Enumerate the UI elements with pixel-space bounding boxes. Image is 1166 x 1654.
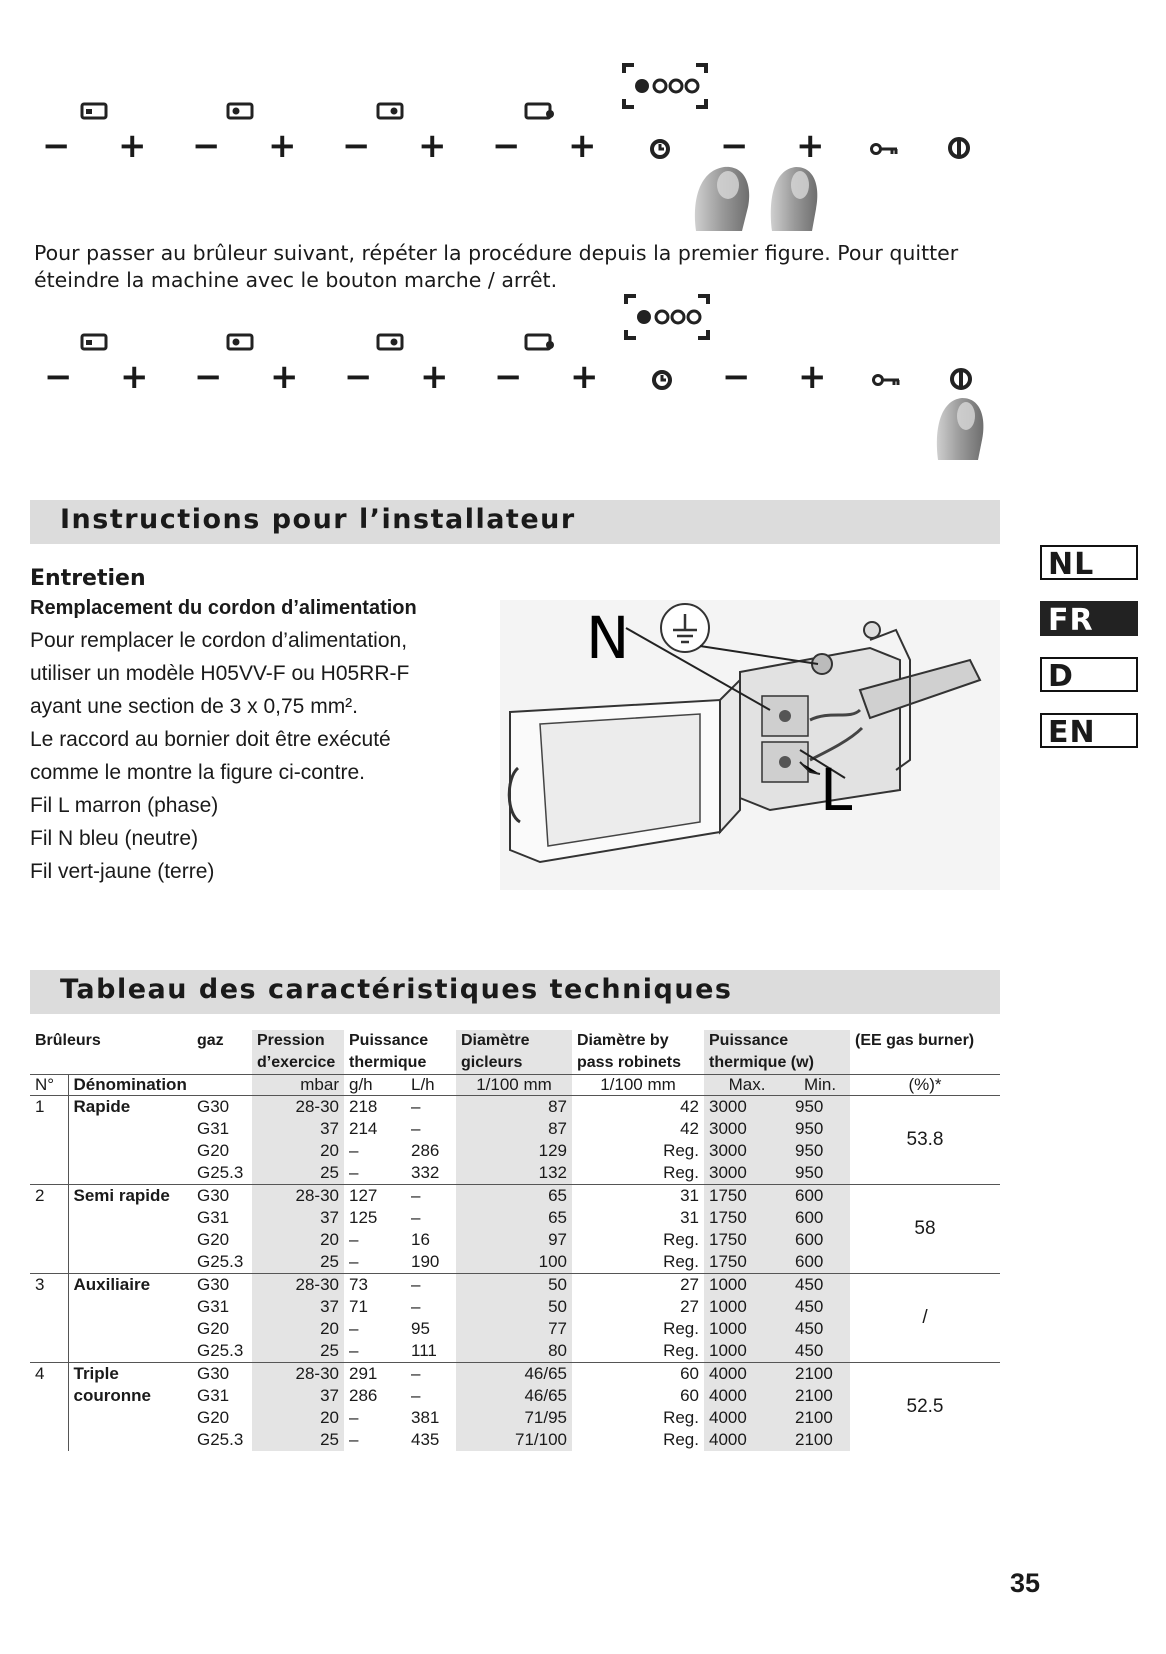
cell-gh [344,1096,406,1185]
cell-gaz [192,1274,252,1363]
label-l: L [820,756,853,824]
cell-value: 27 [680,1297,699,1316]
header-diametre-by: Diamètre by pass robinets [577,1032,682,1071]
cell-value: 2100 [795,1408,833,1427]
units-lh: L/h [406,1075,456,1096]
cell-value: 71/100 [515,1430,567,1449]
cell-value: – [349,1141,359,1160]
lang-tab-nl[interactable]: NL [1040,545,1138,580]
cell-value: 20 [320,1319,339,1338]
cell-gic [456,1096,572,1185]
maintenance-line: Fil L marron (phase) [30,794,219,817]
cell-value: 31 [680,1208,699,1227]
cell-mbar [252,1363,344,1452]
key-lock-icon[interactable] [872,372,902,388]
cell-value: 100 [538,1252,567,1271]
plus-button[interactable]: + [418,126,447,166]
timer-plus-button[interactable]: + [796,126,825,166]
cell-value: 80 [548,1341,567,1360]
cell-value: Reg. [663,1230,699,1249]
cell-value: Reg. [663,1141,699,1160]
cell-value: 2100 [795,1430,833,1449]
burner-number: 3 [30,1274,68,1363]
cell-value: – [349,1163,359,1182]
minus-button[interactable]: − [194,357,223,397]
cell-value: 450 [795,1319,824,1338]
zone-rear-right-icon [376,101,406,123]
lang-tab-en[interactable]: EN [1040,713,1138,748]
cell-value: 20 [320,1230,339,1249]
cell-value: Reg. [663,1163,699,1182]
cell-value: 95 [411,1319,430,1338]
table-row [30,1363,1000,1452]
cell-value: 37 [320,1297,339,1316]
cell-gh [344,1274,406,1363]
cell-value: 42 [680,1119,699,1138]
cell-bypass [572,1363,704,1452]
units-gh: g/h [344,1075,406,1096]
cell-value: 2100 [795,1386,833,1405]
plus-button[interactable]: + [118,126,147,166]
spec-table [30,1030,1000,1451]
cell-value: 129 [538,1141,567,1160]
finger-icon [768,163,820,231]
cell-value: – [411,1097,421,1116]
timer-minus-button[interactable]: − [720,126,749,166]
cell-value: G20 [197,1230,230,1249]
zone-front-right-icon [524,101,556,123]
cell-value: 37 [320,1119,339,1138]
finger-icon [690,163,754,231]
cell-value: – [411,1275,421,1294]
cell-ee: 52.5 [906,1396,944,1417]
cell-value: 435 [411,1430,440,1449]
cell-value: G31 [197,1386,230,1405]
cell-value: G20 [197,1141,230,1160]
burner-name: Auxiliaire [68,1274,192,1363]
cell-value: – [411,1186,421,1205]
cell-value: 27 [680,1275,699,1294]
cell-mbar [252,1096,344,1185]
display-icon [622,292,712,342]
table-row [30,1185,1000,1274]
cell-value: 3000 [709,1163,747,1182]
cell-value: 600 [795,1252,824,1271]
power-icon[interactable] [948,366,974,392]
cell-gaz [192,1185,252,1274]
plus-button[interactable]: + [268,126,297,166]
cell-value: G20 [197,1319,230,1338]
cell-value: 71/95 [524,1408,567,1427]
cell-max [704,1274,790,1363]
units-pct: (%)* [850,1075,1000,1096]
cell-value: – [349,1430,359,1449]
cell-value: 25 [320,1163,339,1182]
units-n: N° [30,1075,68,1096]
cell-value: 4000 [709,1386,747,1405]
burner-number: 4 [30,1363,68,1452]
lang-tab-fr[interactable]: FR [1040,601,1138,636]
cell-gic [456,1274,572,1363]
cell-value: – [411,1364,421,1383]
cell-gaz [192,1363,252,1452]
instruction-paragraph: Pour passer au brûleur suivant, répéter la procédure depuis la premier figure. Pour quitter éteindre la machine avec le bouton marche / arrêt. [34,241,959,292]
cell-gh [344,1363,406,1452]
cell-bypass [572,1185,704,1274]
cell-value: G30 [197,1097,230,1116]
cell-gic [456,1363,572,1452]
units-max: Max. [704,1075,790,1096]
header-pression: Pression d’exercice [252,1030,344,1075]
burner-name: Triple couronne [73,1364,151,1405]
burner-number: 2 [30,1185,68,1274]
cell-value: 132 [538,1163,567,1182]
maintenance-line: Fil N bleu (neutre) [30,827,199,850]
cell-value: 28-30 [295,1364,339,1383]
timer-icon[interactable] [650,368,674,392]
cell-value: – [349,1319,359,1338]
label-n: N [586,604,630,672]
cell-value: G31 [197,1208,230,1227]
minus-button[interactable]: − [344,357,373,397]
cell-value: G25.3 [197,1252,244,1271]
cell-value: 50 [548,1297,567,1316]
header-puissance: Puissance thermique [349,1032,429,1071]
cell-value: 2100 [795,1364,833,1383]
key-lock-icon[interactable] [870,141,900,157]
header-diametre: Diamètre gicleurs [456,1030,572,1075]
cell-value: 60 [680,1364,699,1383]
cell-bypass [572,1274,704,1363]
cell-value: 190 [411,1252,440,1271]
maintenance-subtitle: Remplacement du cordon d’alimentation [30,597,417,619]
power-icon[interactable] [946,135,972,161]
cell-value: 4000 [709,1430,747,1449]
cell-bypass [572,1096,704,1185]
cell-value: G30 [197,1275,230,1294]
cell-value: 46/65 [524,1386,567,1405]
cell-value: – [411,1119,421,1138]
cell-value: – [411,1297,421,1316]
cell-value: 1000 [709,1297,747,1316]
cell-value: 42 [680,1097,699,1116]
finger-icon [934,394,986,460]
cell-max [704,1096,790,1185]
cell-value: 950 [795,1119,824,1138]
cell-gh [344,1185,406,1274]
maintenance-section [30,566,470,888]
cell-value: Reg. [663,1252,699,1271]
cell-value: 60 [680,1386,699,1405]
timer-icon[interactable] [648,137,672,161]
maintenance-line: utiliser un modèle H05VV-F ou H05RR-F [30,662,410,685]
maintenance-line: Le raccord au bornier doit être exécuté [30,728,391,751]
cell-value: 950 [795,1097,824,1116]
timer-minus-button[interactable]: − [722,357,751,397]
plus-button[interactable]: + [420,357,449,397]
cell-value: 28-30 [295,1186,339,1205]
units-denomination: Dénomination [68,1075,192,1096]
section-title: Instructions pour l’installateur [60,504,576,535]
zone-rear-right-icon [376,332,406,354]
minus-button[interactable]: − [44,357,73,397]
units-mm: 1/100 mm [572,1075,704,1096]
cell-value: 3000 [709,1119,747,1138]
page-number: 35 [1010,1568,1041,1598]
cell-value: – [411,1208,421,1227]
cell-value: – [349,1341,359,1360]
cell-max [704,1363,790,1452]
cell-value: 87 [548,1097,567,1116]
control-panel-bottom [40,290,1000,420]
table-row [30,1274,1000,1363]
cell-value: 20 [320,1408,339,1427]
cell-value: G31 [197,1119,230,1138]
table-row [30,1096,1000,1185]
cell-value: G31 [197,1297,230,1316]
display-icon [620,61,710,111]
plus-button[interactable]: + [120,357,149,397]
cell-value: 218 [349,1097,378,1116]
cell-lh [406,1274,456,1363]
cell-value: 214 [349,1119,378,1138]
cell-value: 600 [795,1186,824,1205]
cell-value: 71 [349,1297,368,1316]
zone-front-left-icon [80,332,110,354]
cell-value: 1750 [709,1230,747,1249]
zone-front-left-icon [80,101,110,123]
cell-max [704,1185,790,1274]
maintenance-line: ayant une section de 3 x 0,75 mm². [30,695,359,718]
maintenance-line: Fil vert-jaune (terre) [30,860,215,883]
cell-value: Reg. [663,1341,699,1360]
cell-value: 286 [349,1386,378,1405]
cell-lh [406,1096,456,1185]
cell-value: 600 [795,1208,824,1227]
cell-value: G25.3 [197,1163,244,1182]
section-title: Tableau des caractéristiques techniques [60,974,733,1005]
units-gaz [192,1075,252,1096]
cell-value: 291 [349,1364,378,1383]
cell-value: 46/65 [524,1364,567,1383]
table-units-row [30,1075,1000,1096]
cell-value: 4000 [709,1364,747,1383]
burner-name: Semi rapide [68,1185,192,1274]
cell-value: 1000 [709,1341,747,1360]
cell-value: – [349,1252,359,1271]
cell-value: – [349,1408,359,1427]
cell-value: 286 [411,1141,440,1160]
cell-value: 16 [411,1230,430,1249]
cell-value: 97 [548,1230,567,1249]
minus-button[interactable]: − [494,357,523,397]
header-bruleurs: Brûleurs [35,1032,101,1049]
header-puissance-w: Puissance thermique (w) [704,1030,850,1075]
plus-button[interactable]: + [568,126,597,166]
section-header-installer [30,500,1000,544]
plus-button[interactable]: + [270,357,299,397]
zone-rear-left-icon [226,332,256,354]
cell-value: G25.3 [197,1341,244,1360]
maintenance-line: comme le montre la figure ci-contre. [30,761,365,784]
cell-min [790,1185,850,1274]
minus-button[interactable]: − [42,126,71,166]
cell-value: 4000 [709,1408,747,1427]
cell-ee: 53.8 [850,1096,1000,1185]
cell-value: 1750 [709,1208,747,1227]
cell-lh [406,1185,456,1274]
timer-plus-button[interactable]: + [798,357,827,397]
section-header-specs [30,970,1000,1014]
cell-value: 125 [349,1208,378,1227]
cell-value: 50 [548,1275,567,1294]
cell-value: 450 [795,1275,824,1294]
cell-min [790,1096,850,1185]
cell-mbar [252,1274,344,1363]
cell-ee: 58 [850,1185,1000,1274]
cell-value: Reg. [663,1408,699,1427]
header-ee: (EE gas burner) [855,1032,975,1049]
cell-value: 1000 [709,1319,747,1338]
cell-value: 1000 [709,1275,747,1294]
cell-value: 28-30 [295,1275,339,1294]
cell-value: Reg. [663,1319,699,1338]
cell-value: G30 [197,1364,230,1383]
cell-ee: / [850,1274,1000,1363]
cell-gic [456,1185,572,1274]
units-min: Min. [790,1075,850,1096]
zone-rear-left-icon [226,101,256,123]
minus-button[interactable]: − [192,126,221,166]
cell-value: 450 [795,1297,824,1316]
cell-value: 65 [548,1208,567,1227]
cell-min [790,1363,850,1452]
cell-value: 3000 [709,1141,747,1160]
cell-value: 3000 [709,1097,747,1116]
cell-value: 87 [548,1119,567,1138]
cell-value: 37 [320,1208,339,1227]
control-panel-top [40,55,1000,185]
table-header-row [30,1030,1000,1075]
units-mm: 1/100 mm [456,1075,572,1096]
cell-value: 127 [349,1186,378,1205]
cell-value: 1750 [709,1186,747,1205]
cell-value: 37 [320,1386,339,1405]
cell-value: 77 [548,1319,567,1338]
plus-button[interactable]: + [570,357,599,397]
header-gaz: gaz [197,1032,224,1049]
cell-value: – [349,1230,359,1249]
cell-value: 332 [411,1163,440,1182]
cell-value: 25 [320,1252,339,1271]
cell-value: 1750 [709,1252,747,1271]
cell-value: 25 [320,1341,339,1360]
burner-number: 1 [30,1096,68,1185]
minus-button[interactable]: − [492,126,521,166]
cell-value: G30 [197,1186,230,1205]
cell-value: 450 [795,1341,824,1360]
cell-value: G25.3 [197,1430,244,1449]
cell-value: 111 [411,1341,437,1360]
maintenance-title: Entretien [30,566,146,591]
units-mbar: mbar [252,1075,344,1096]
cell-value: G20 [197,1408,230,1427]
cell-value: 20 [320,1141,339,1160]
cell-value: Reg. [663,1430,699,1449]
cell-value: 31 [680,1186,699,1205]
cell-value: – [411,1386,421,1405]
cell-value: 950 [795,1141,824,1160]
cell-min [790,1274,850,1363]
cell-value: 600 [795,1230,824,1249]
lang-tab-d[interactable]: D [1040,657,1138,692]
cell-value: 65 [548,1186,567,1205]
zone-front-right-icon [524,332,556,354]
cell-value: 28-30 [295,1097,339,1116]
cell-mbar [252,1185,344,1274]
cell-value: 381 [411,1408,440,1427]
cell-value: 25 [320,1430,339,1449]
minus-button[interactable]: − [342,126,371,166]
burner-name: Rapide [68,1096,192,1185]
terminal-block-diagram [500,600,1000,890]
cell-lh [406,1363,456,1452]
cell-value: 73 [349,1275,368,1294]
cell-gaz [192,1096,252,1185]
maintenance-line: Pour remplacer le cordon d’alimentation, [30,629,408,652]
cell-value: 950 [795,1163,824,1182]
